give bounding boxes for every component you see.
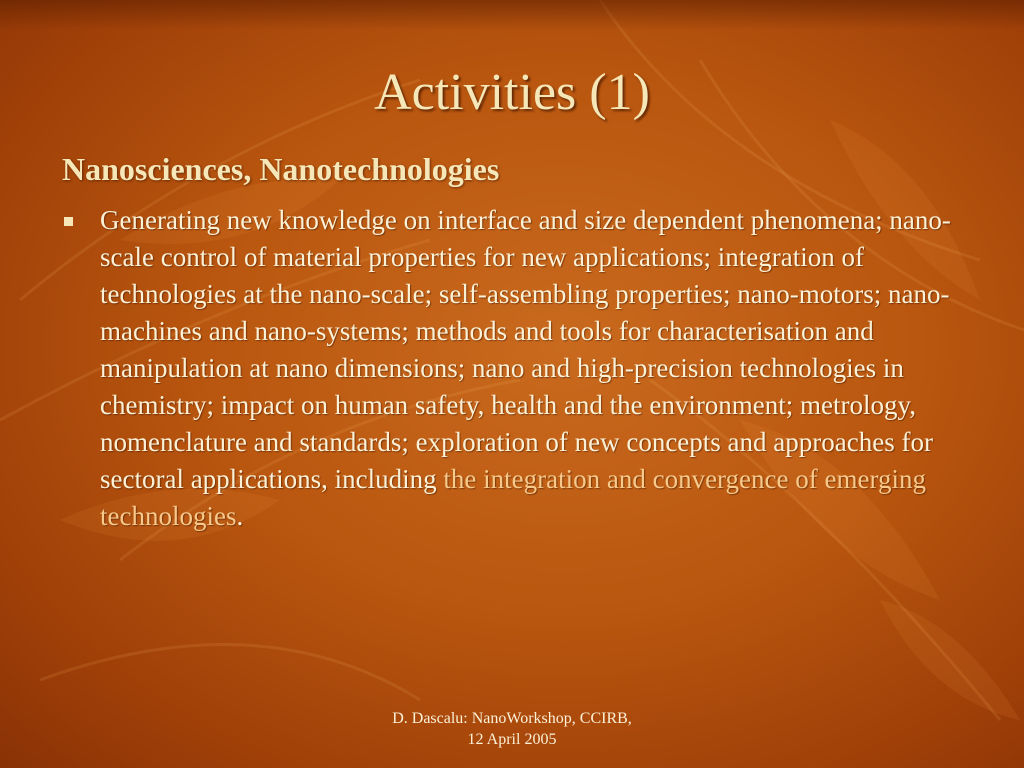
bullet-text-highlight: the integration and convergence of emerging technologies xyxy=(100,464,926,531)
footer-line-date: 12 April 2005 xyxy=(467,731,557,748)
square-bullet-icon xyxy=(64,217,73,226)
slide-title: Activities (1) xyxy=(374,64,650,121)
bullet-text xyxy=(100,202,962,535)
bullet-item xyxy=(62,202,962,535)
slide-footer xyxy=(300,708,724,750)
top-shadow-band xyxy=(0,0,1024,30)
bullet-text-end: . xyxy=(236,501,244,531)
slide-subtitle: Nanosciences, Nanotechnologies xyxy=(62,151,500,187)
footer-line-author-event: D. Dascalu: NanoWorkshop, CCIRB, xyxy=(392,710,632,727)
bullet-text-main: Generating new knowledge on interface and size dependent phenomena; nano-scale control of material properties for new applications; integration of technologies at the nano-scale; self-assembling properties; nano-motors; nano-machines and nano-systems; methods and tools for characterisation and manipulation at nano dimensions; nano and high-precision technologies in chemistry; impact on human safety, health and the environment; metrology, nomenclature and standards; exploration of new concepts and approaches for sectoral applications, including xyxy=(100,205,951,494)
